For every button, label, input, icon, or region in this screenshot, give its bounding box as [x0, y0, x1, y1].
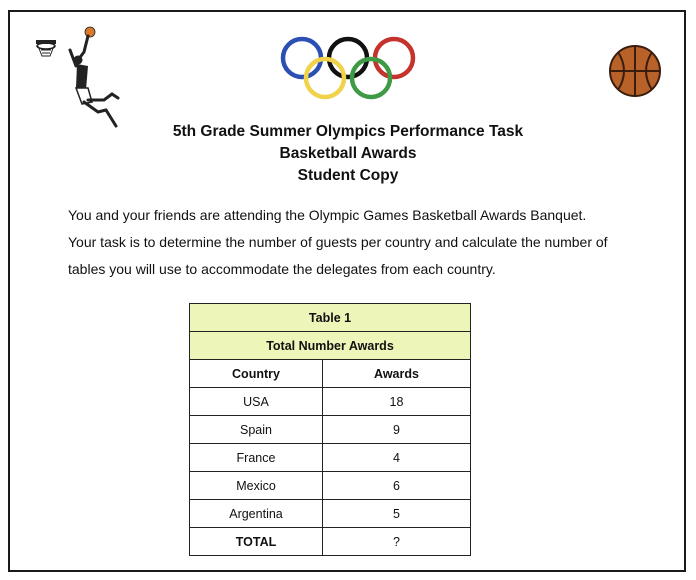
total-label: TOTAL: [190, 528, 323, 556]
awards-cell: 9: [323, 416, 471, 444]
column-header-awards: Awards: [323, 360, 471, 388]
document-title: [0, 121, 696, 187]
table-subtitle: Total Number Awards: [190, 332, 471, 360]
intro-paragraph: [68, 202, 668, 283]
intro-line-1: You and your friends are attending the Olympic Games Basketball Awards Banquet.: [68, 207, 587, 223]
title-line-3: Student Copy: [297, 167, 399, 184]
awards-table-container: [189, 303, 471, 556]
awards-cell: 5: [323, 500, 471, 528]
table-row: [190, 500, 471, 528]
table-row: [190, 388, 471, 416]
country-cell: USA: [190, 388, 323, 416]
table-row: [190, 444, 471, 472]
country-cell: France: [190, 444, 323, 472]
table-row: [190, 416, 471, 444]
awards-table: [189, 303, 471, 556]
basketball-icon: [608, 44, 662, 98]
title-line-1: 5th Grade Summer Olympics Performance Task: [172, 123, 524, 140]
country-cell: Spain: [190, 416, 323, 444]
country-cell: Mexico: [190, 472, 323, 500]
table-row: [190, 472, 471, 500]
awards-cell: 4: [323, 444, 471, 472]
total-value: ?: [323, 528, 471, 556]
olympic-rings-logo: [280, 36, 416, 102]
country-cell: Argentina: [190, 500, 323, 528]
intro-line-3: tables you will use to accommodate the delegates from each country.: [68, 261, 496, 277]
table-caption: Table 1: [190, 304, 471, 332]
title-line-2: Basketball Awards: [279, 145, 417, 162]
awards-cell: 6: [323, 472, 471, 500]
intro-line-2: Your task is to determine the number of guests per country and calculate the number of: [68, 234, 608, 250]
basketball-dunk-clipart: [32, 26, 128, 136]
total-row: [190, 528, 471, 556]
column-header-country: Country: [190, 360, 323, 388]
awards-cell: 18: [323, 388, 471, 416]
